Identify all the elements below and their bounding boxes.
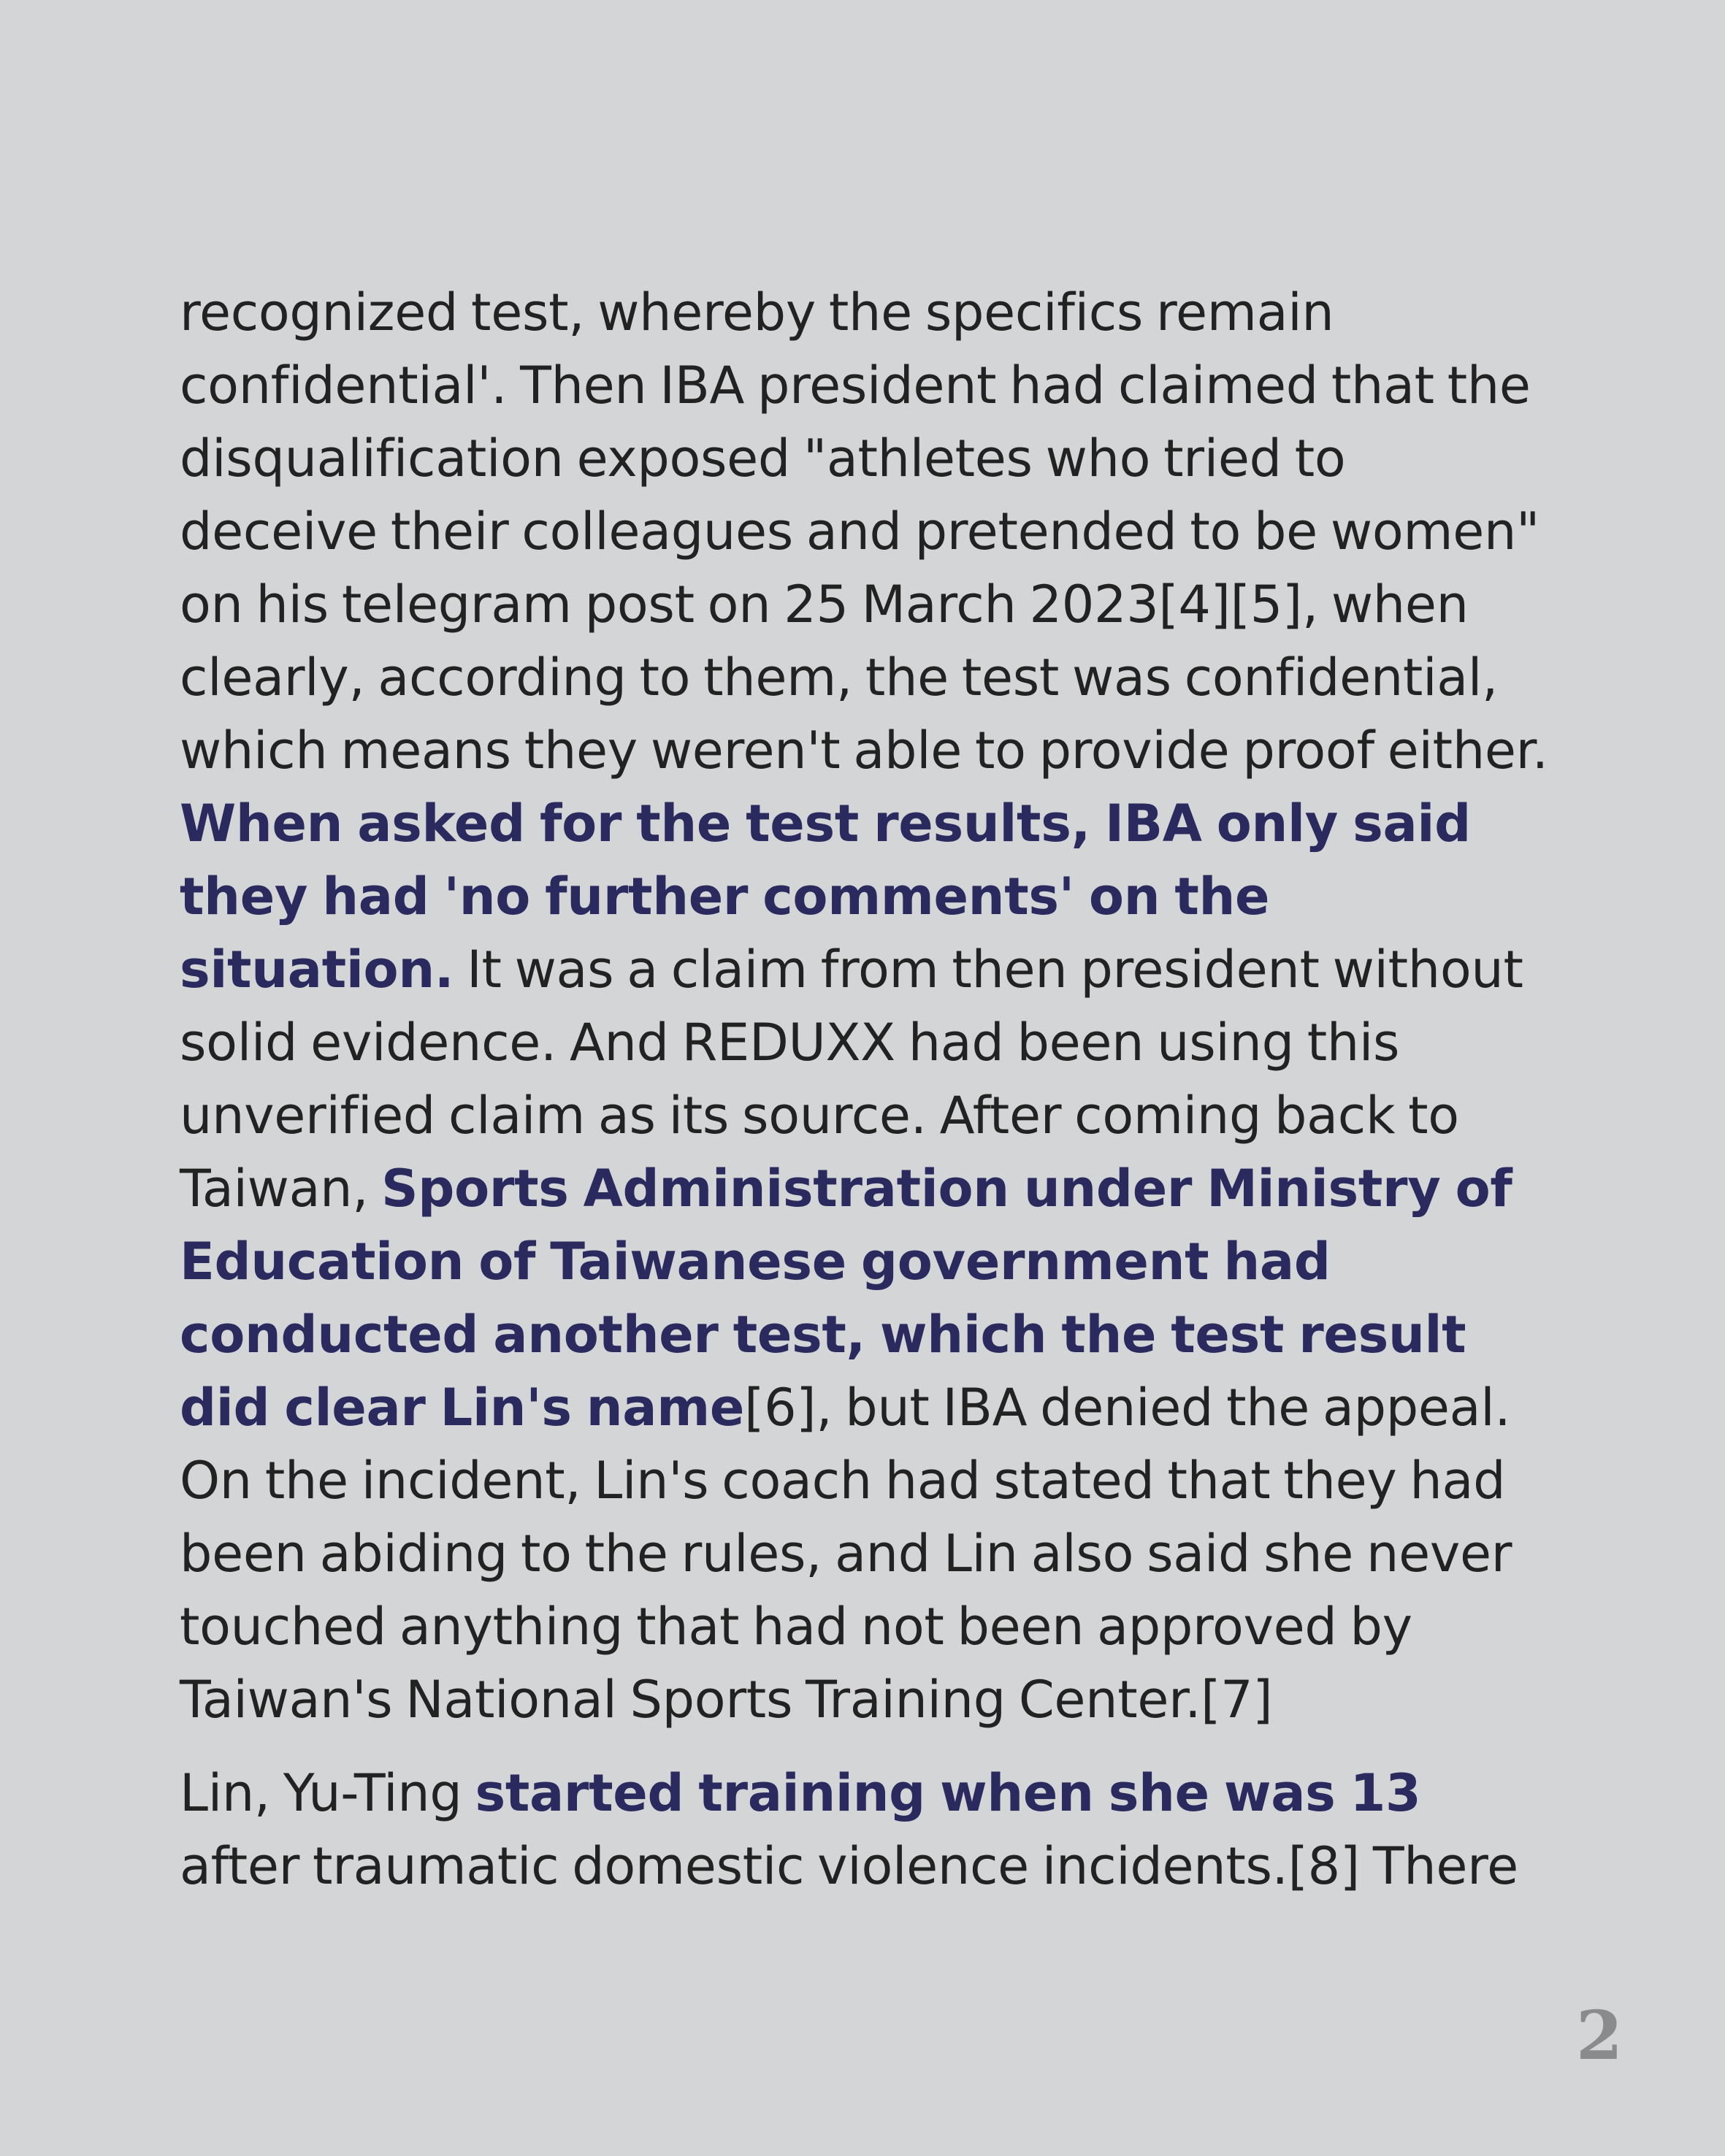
highlighted-text: Sports Administration under Ministry of Education of Taiwanese government had conducted another test, which the test result did clear Lin's name	[180, 1159, 1512, 1438]
paragraph-text: [6], but IBA denied the appeal. On the incident, Lin's coach had stated that they had been abiding to the rules, and Lin also said she never touched anything that had not been approved by Taiwan's National Sports Training Center.[7]	[180, 1378, 1512, 1730]
highlighted-text: started training when she was 13	[475, 1763, 1421, 1823]
paragraph-text: recognized test, whereby the specifics remain confidential'. Then IBA president had claimed that the disqualification exposed "athletes who tried to deceive their colleagues and pretended to be women" on his telegram post on 25 March 2023[4][5], when clearly, according to them, the test was confidential, which means they weren't able to provide proof either.	[180, 283, 1548, 780]
article-body	[180, 276, 1553, 1903]
paragraph-2	[180, 1757, 1553, 1903]
page-number: 2	[1575, 1996, 1623, 2075]
paragraph-text: It was a claim from then president without solid evidence. And REDUXX had been using this unverified claim as its source. After coming back to Taiwan,	[180, 940, 1523, 1219]
highlighted-text: When asked for the test results, IBA only said they had 'no further comments' on the situation.	[180, 794, 1471, 1000]
paragraph-text: after traumatic domestic violence incidents.[8] There	[180, 1836, 1518, 1896]
paragraph-text: Lin, Yu-Ting	[180, 1763, 475, 1823]
paragraph-1	[180, 276, 1553, 1736]
